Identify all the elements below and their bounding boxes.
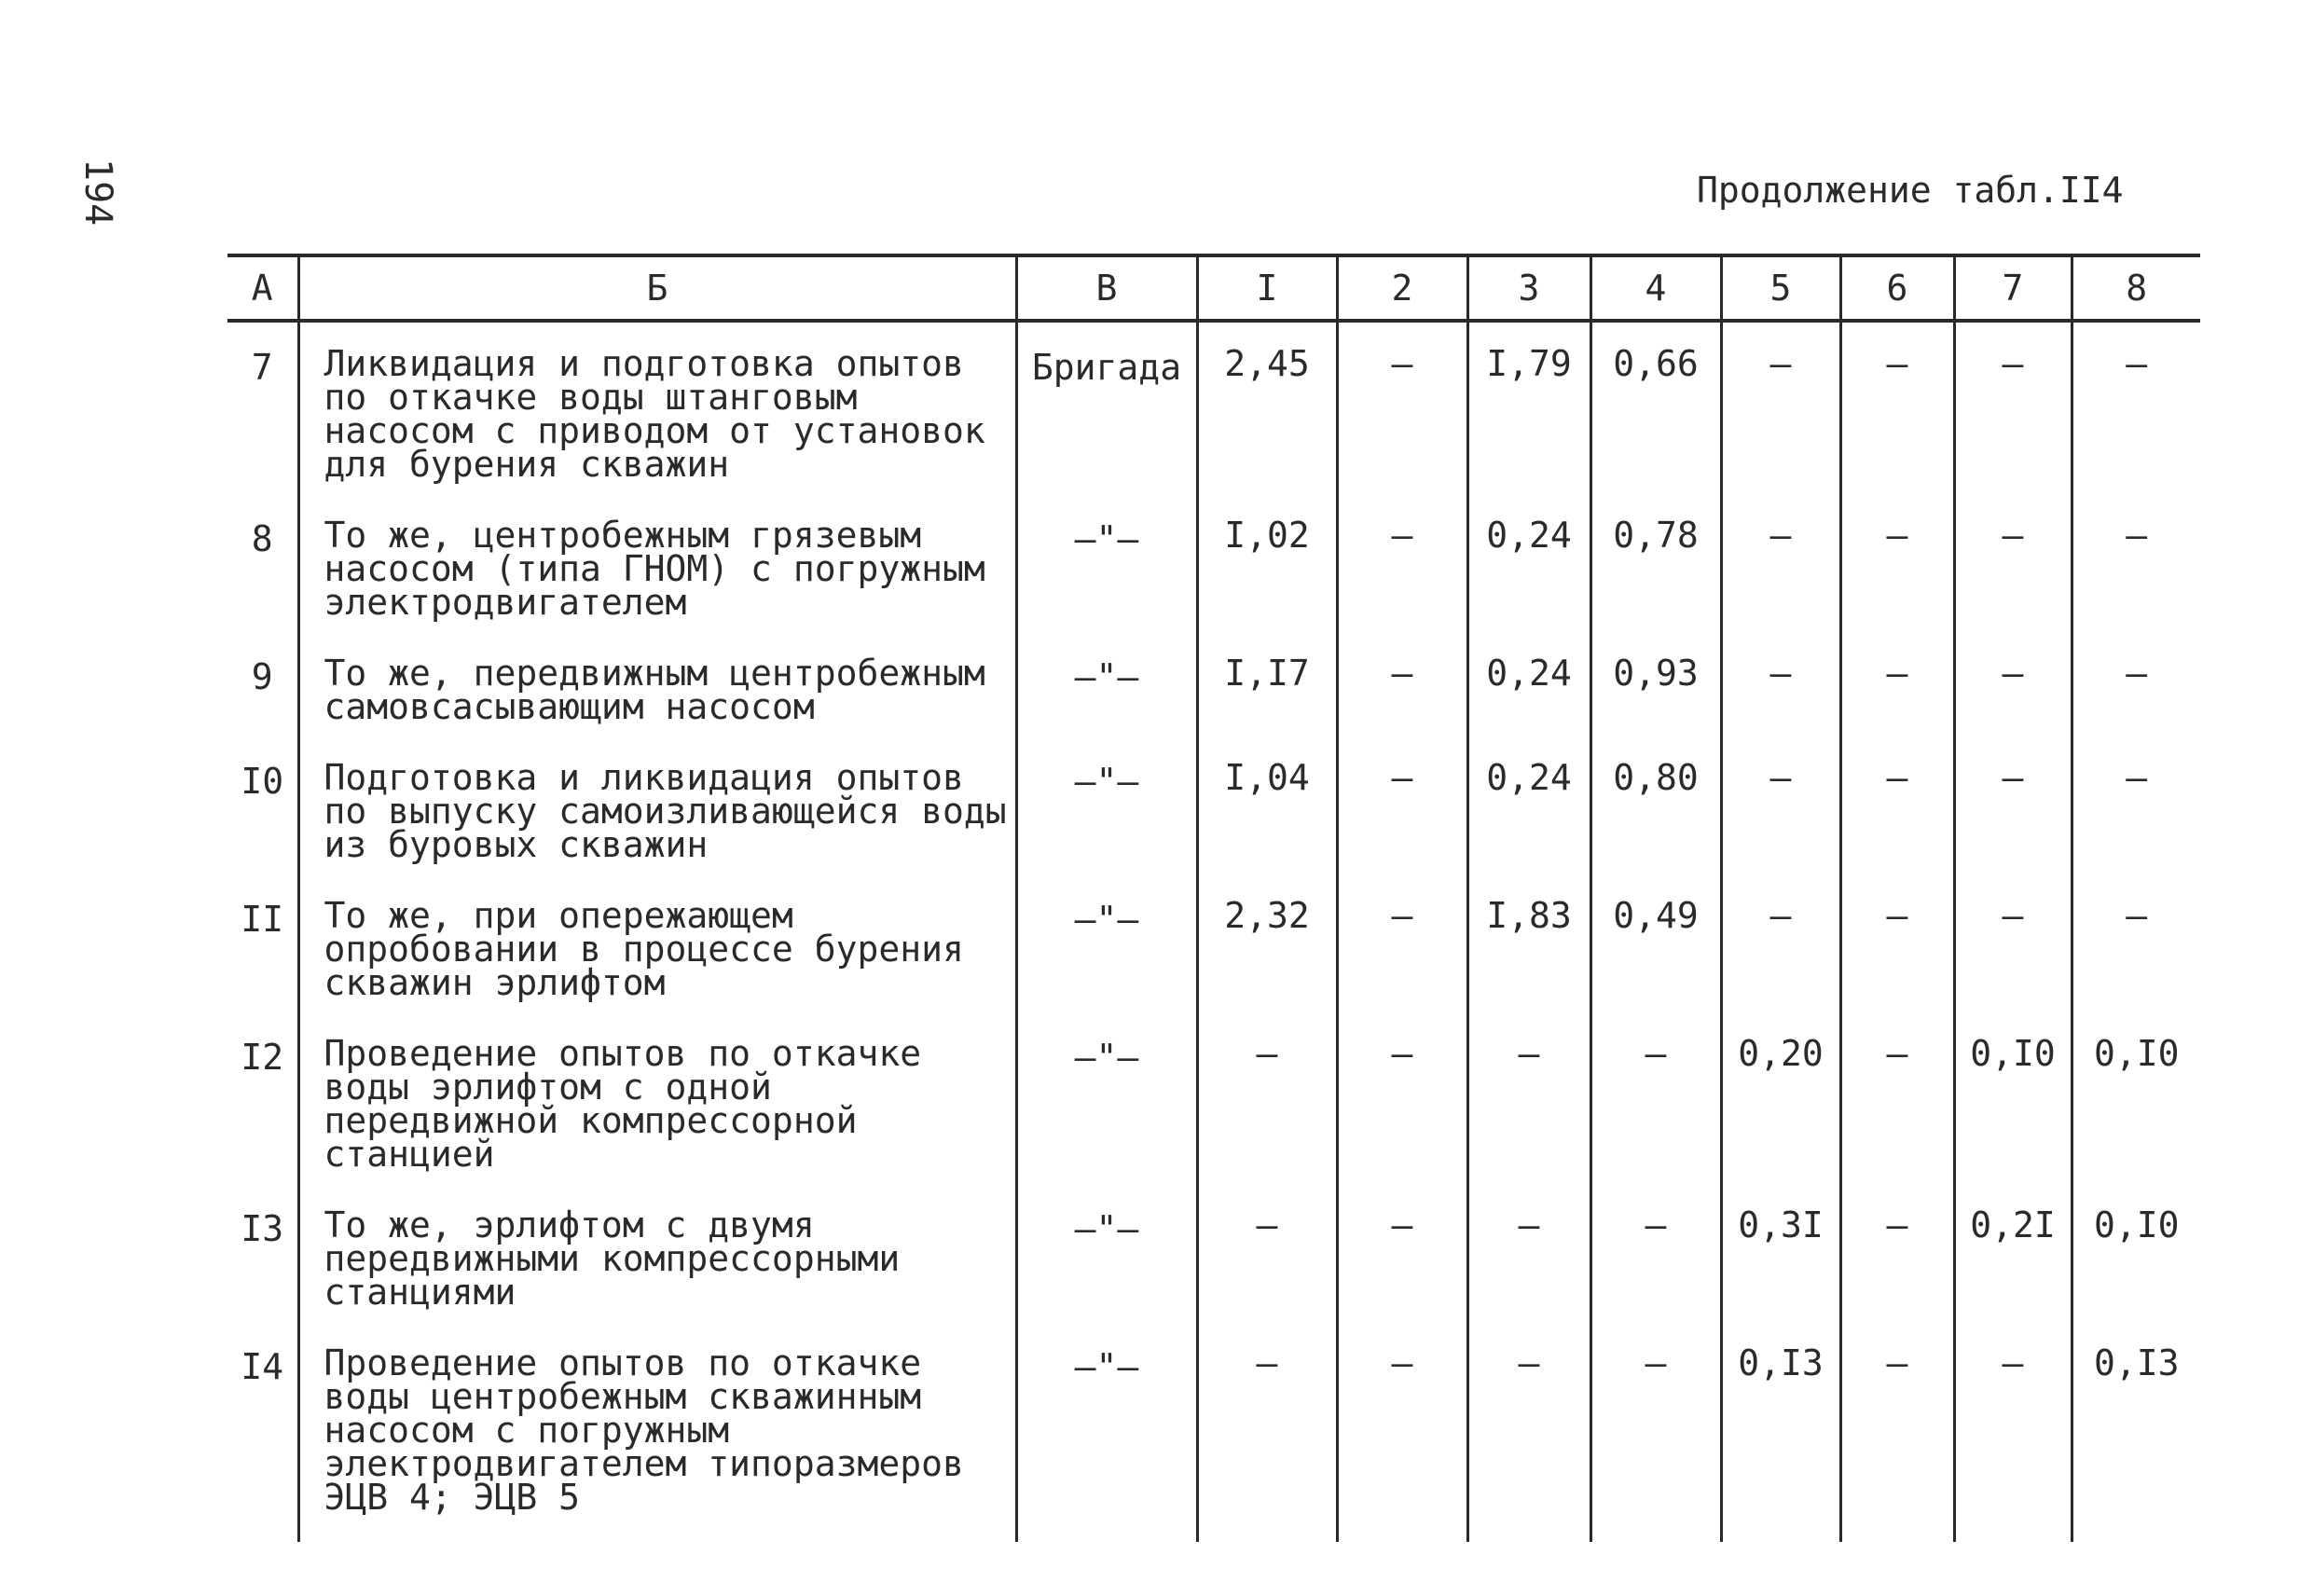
header-cell: В — [1016, 255, 1197, 321]
header-cell: 8 — [2072, 255, 2200, 321]
value-col-8: – — [2072, 494, 2200, 632]
table-row — [227, 321, 2200, 494]
header-cell: 3 — [1467, 255, 1590, 321]
table-row — [227, 632, 2200, 736]
table-row — [227, 1184, 2200, 1322]
value-col-2: – — [1337, 632, 1467, 736]
table-row — [227, 736, 2200, 874]
header-row — [227, 255, 2200, 321]
work-description: То же, при опережающем опробовании в процессе бурения скважин эрлифтом — [298, 874, 1016, 1012]
header-cell: Б — [298, 255, 1016, 321]
value-col-7: – — [1954, 1322, 2072, 1542]
value-col-7: – — [1954, 321, 2072, 494]
value-col-5: 0,3I — [1721, 1184, 1840, 1322]
row-number: I2 — [241, 1037, 284, 1078]
value-col-8: – — [2072, 874, 2200, 1012]
work-description: То же, центробежным грязевым насосом (типа ГНОМ) с погружным электродвигателем — [298, 494, 1016, 632]
value-col-3: 0,24 — [1467, 736, 1590, 874]
row-number: I3 — [241, 1208, 284, 1249]
value-col-1: 2,32 — [1197, 874, 1337, 1012]
value-col-4: 0,80 — [1590, 736, 1721, 874]
value-col-7: – — [1954, 736, 2072, 874]
value-col-1: I,I7 — [1197, 632, 1337, 736]
value-col-8: 0,I0 — [2072, 1184, 2200, 1322]
unit-cell: –"– — [1016, 494, 1197, 632]
value-col-5: – — [1721, 494, 1840, 632]
value-col-3: 0,24 — [1467, 632, 1590, 736]
work-description: Подготовка и ликвидация опытов по выпуску самоизливающейся воды из буровых скважин — [298, 736, 1016, 874]
value-col-6: – — [1840, 874, 1954, 1012]
row-number: 8 — [251, 518, 273, 559]
unit-cell: –"– — [1016, 1012, 1197, 1184]
value-col-8: – — [2072, 321, 2200, 494]
value-col-7: – — [1954, 494, 2072, 632]
table-row — [227, 494, 2200, 632]
value-col-4: – — [1590, 1184, 1721, 1322]
value-col-5: – — [1721, 632, 1840, 736]
work-description: То же, эрлифтом с двумя передвижными компрессорными станциями — [298, 1184, 1016, 1322]
value-col-3: I,83 — [1467, 874, 1590, 1012]
value-col-3: 0,24 — [1467, 494, 1590, 632]
value-col-3: – — [1467, 1012, 1590, 1184]
value-col-1: – — [1197, 1012, 1337, 1184]
value-col-1: I,02 — [1197, 494, 1337, 632]
value-col-4: 0,49 — [1590, 874, 1721, 1012]
value-col-1: 2,45 — [1197, 321, 1337, 494]
value-col-2: – — [1337, 494, 1467, 632]
row-number: 9 — [251, 656, 273, 697]
row-number: II — [241, 899, 284, 940]
value-col-2: – — [1337, 874, 1467, 1012]
page-number: 194 — [76, 158, 119, 227]
value-col-2: – — [1337, 736, 1467, 874]
header-cell: А — [251, 268, 273, 309]
value-col-2: – — [1337, 1322, 1467, 1542]
value-col-7: – — [1954, 874, 2072, 1012]
value-col-4: 0,78 — [1590, 494, 1721, 632]
value-col-4: 0,66 — [1590, 321, 1721, 494]
value-col-7: 0,I0 — [1954, 1012, 2072, 1184]
unit-cell: –"– — [1016, 1184, 1197, 1322]
value-col-6: – — [1840, 632, 1954, 736]
row-number: 7 — [251, 347, 273, 388]
unit-cell: –"– — [1016, 736, 1197, 874]
value-col-2: – — [1337, 1012, 1467, 1184]
value-col-2: – — [1337, 1184, 1467, 1322]
table-row — [227, 874, 2200, 1012]
value-col-4: – — [1590, 1012, 1721, 1184]
work-description: То же, передвижным центробежным самовсасывающим насосом — [298, 632, 1016, 736]
row-number: I0 — [241, 761, 284, 802]
header-cell: 6 — [1840, 255, 1954, 321]
value-col-6: – — [1840, 494, 1954, 632]
work-description: Проведение опытов по откачке воды центробежным скважинным насосом с погружным электродвигателем типоразмеров ЭЦВ 4; ЭЦВ 5 — [298, 1322, 1016, 1542]
value-col-3: – — [1467, 1322, 1590, 1542]
value-col-5: 0,I3 — [1721, 1322, 1840, 1542]
value-col-8: 0,I3 — [2072, 1322, 2200, 1542]
unit-cell: –"– — [1016, 874, 1197, 1012]
value-col-7: 0,2I — [1954, 1184, 2072, 1322]
row-number: I4 — [241, 1346, 284, 1387]
value-col-3: – — [1467, 1184, 1590, 1322]
value-col-6: – — [1840, 1012, 1954, 1184]
value-col-3: I,79 — [1467, 321, 1590, 494]
value-col-5: – — [1721, 736, 1840, 874]
value-col-2: – — [1337, 321, 1467, 494]
value-col-5: – — [1721, 874, 1840, 1012]
table-caption: Продолжение табл.II4 — [1697, 170, 2124, 211]
header-cell: I — [1197, 255, 1337, 321]
value-col-8: 0,I0 — [2072, 1012, 2200, 1184]
value-col-6: – — [1840, 1184, 1954, 1322]
value-col-4: 0,93 — [1590, 632, 1721, 736]
value-col-6: – — [1840, 736, 1954, 874]
unit-cell: Бригада — [1016, 321, 1197, 494]
value-col-5: – — [1721, 321, 1840, 494]
header-cell: 2 — [1337, 255, 1467, 321]
value-col-7: – — [1954, 632, 2072, 736]
work-description: Ликвидация и подготовка опытов по откачке воды штанговым насосом с приводом от установок для бурения скважин — [298, 321, 1016, 494]
norms-table — [227, 254, 2200, 1542]
value-col-1: – — [1197, 1322, 1337, 1542]
header-cell: 7 — [1954, 255, 2072, 321]
value-col-5: 0,20 — [1721, 1012, 1840, 1184]
value-col-8: – — [2072, 736, 2200, 874]
value-col-1: I,04 — [1197, 736, 1337, 874]
unit-cell: –"– — [1016, 632, 1197, 736]
value-col-8: – — [2072, 632, 2200, 736]
unit-cell: –"– — [1016, 1322, 1197, 1542]
value-col-1: – — [1197, 1184, 1337, 1322]
value-col-6: – — [1840, 1322, 1954, 1542]
value-col-4: – — [1590, 1322, 1721, 1542]
table-row — [227, 1322, 2200, 1542]
header-cell: 4 — [1590, 255, 1721, 321]
header-cell: 5 — [1721, 255, 1840, 321]
table-row — [227, 1012, 2200, 1184]
value-col-6: – — [1840, 321, 1954, 494]
work-description: Проведение опытов по откачке воды эрлифтом с одной передвижной компрессорной станцией — [298, 1012, 1016, 1184]
